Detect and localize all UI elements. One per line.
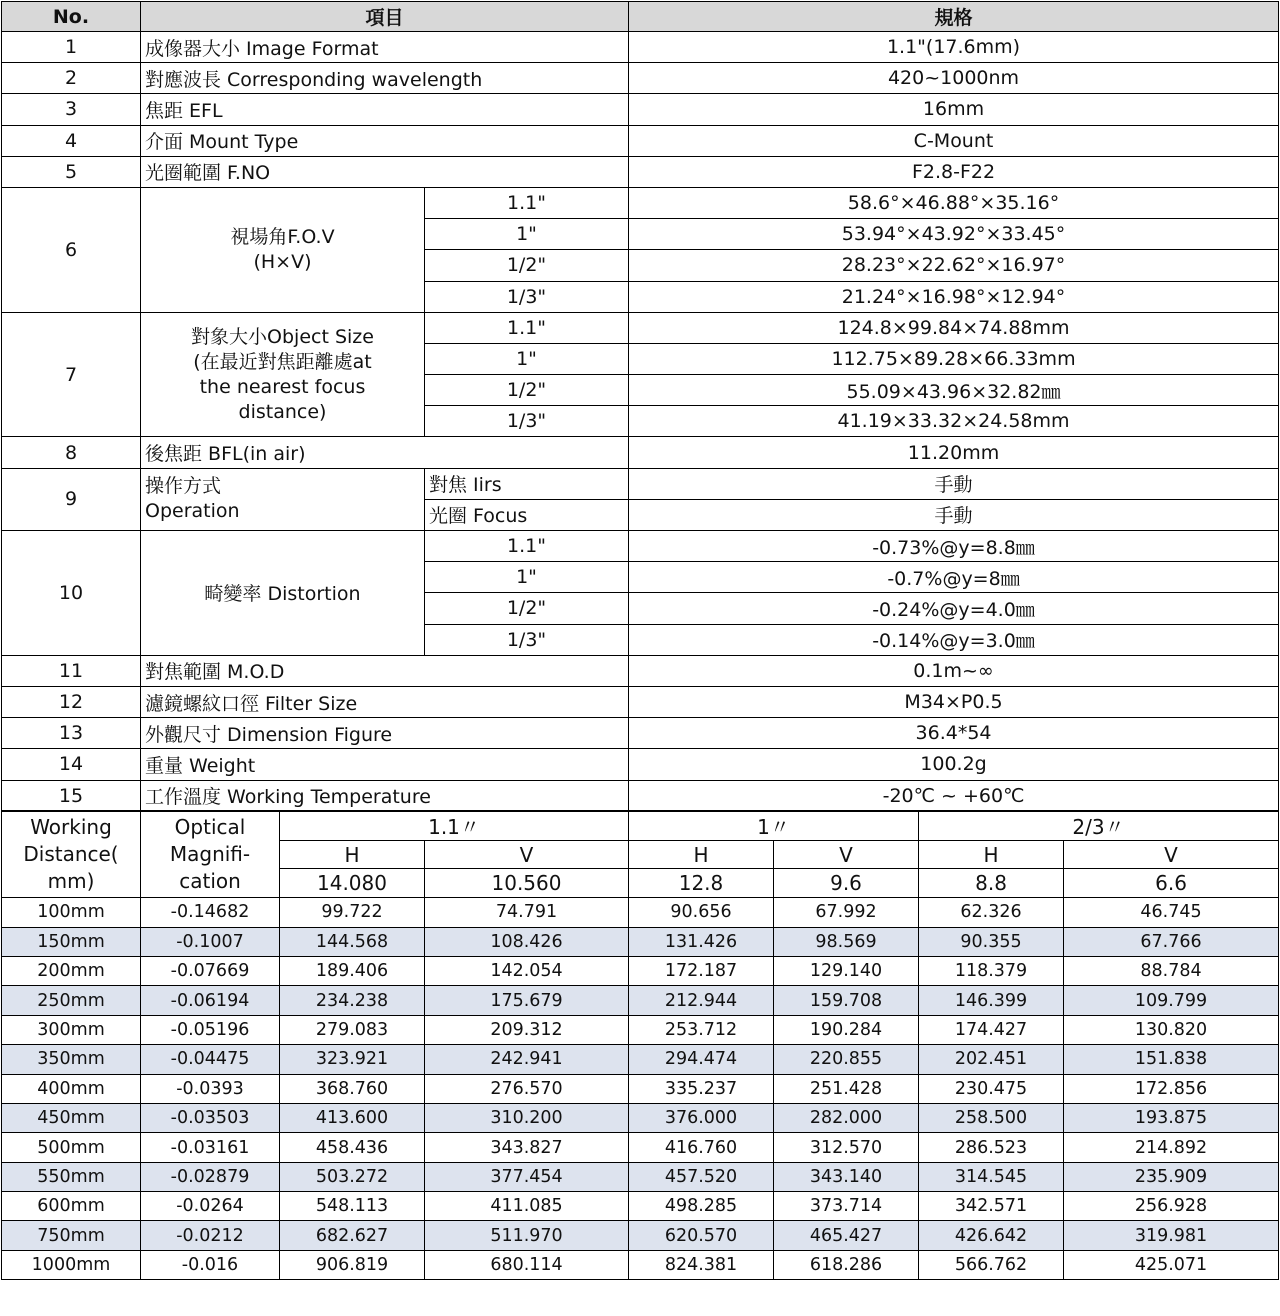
table-cell: 174.427 [919,1015,1064,1044]
row-value: 手動 [629,468,1279,499]
table-row [2,898,1279,927]
row-no: 15 [2,780,141,811]
header-sensor-group: 1.1〃 [280,811,629,841]
table-cell: 159.708 [774,986,919,1015]
table-row [2,1221,1279,1250]
row-label: 後焦距 BFL(in air) [141,437,629,468]
table-cell: 150mm [2,927,141,956]
row-value: -20℃ ~ +60℃ [629,780,1279,811]
row-value: 1.1"(17.6mm) [629,32,1279,63]
table-cell: 400mm [2,1074,141,1103]
table-cell: 67.992 [774,898,919,927]
table-cell: 282.000 [774,1103,919,1132]
table-cell: 253.712 [629,1015,774,1044]
row-value: 41.19×33.32×24.58mm [629,406,1279,437]
table-cell: 151.838 [1064,1045,1279,1074]
operation-sub-label: 光圈 Focus [425,499,629,530]
sensor-dimension: 6.6 [1064,869,1279,898]
table-cell: 376.000 [629,1103,774,1132]
table-cell: 46.745 [1064,898,1279,927]
header-v: V [1064,841,1279,869]
sensor-size: 1" [425,219,629,250]
row-no: 6 [2,187,141,312]
table-cell: 550mm [2,1162,141,1191]
table-row [2,956,1279,985]
spec-row-6 [2,187,1279,218]
header-h: H [280,841,425,869]
spec-row-7 [2,312,1279,343]
table-cell: 500mm [2,1133,141,1162]
table-cell: 503.272 [280,1162,425,1191]
table-cell: 242.941 [425,1045,629,1074]
table-cell: -0.04475 [141,1045,280,1074]
header-v: V [774,841,919,869]
table-row [2,1250,1279,1279]
spec-row-14 [2,749,1279,780]
table-cell: 193.875 [1064,1103,1279,1132]
table-cell: 286.523 [919,1133,1064,1162]
row-value: 11.20mm [629,437,1279,468]
sensor-size: 1/2" [425,593,629,624]
sensor-size: 1/2" [425,250,629,281]
row-label: 濾鏡螺紋口徑 Filter Size [141,686,629,717]
row-value: 112.75×89.28×66.33mm [629,343,1279,374]
row-value: -0.7%@y=8㎜ [629,562,1279,593]
spec-row-15 [2,780,1279,811]
table-cell: 824.381 [629,1250,774,1279]
header-v: V [425,841,629,869]
table-cell: 343.827 [425,1133,629,1162]
row-value: 100.2g [629,749,1279,780]
table-cell: 189.406 [280,956,425,985]
table-row [2,1192,1279,1221]
row-value: 28.23°×22.62°×16.97° [629,250,1279,281]
row-label: 焦距 EFL [141,94,629,125]
table-cell: 750mm [2,1221,141,1250]
table-cell: -0.0212 [141,1221,280,1250]
table-cell: 88.784 [1064,956,1279,985]
row-no: 12 [2,686,141,717]
spec-row-12 [2,686,1279,717]
row-no: 4 [2,125,141,156]
table-row [2,1103,1279,1132]
table-cell: 343.140 [774,1162,919,1191]
table-cell: 220.855 [774,1045,919,1074]
table-cell: 258.500 [919,1103,1064,1132]
table-cell: 319.981 [1064,1221,1279,1250]
table-cell: -0.0393 [141,1074,280,1103]
header-h: H [919,841,1064,869]
row-no: 14 [2,749,141,780]
label-line: distance) [238,400,327,423]
table-cell: 172.187 [629,956,774,985]
table-cell: 310.200 [425,1103,629,1132]
table-cell: 256.928 [1064,1192,1279,1221]
row-value: -0.73%@y=8.8㎜ [629,531,1279,562]
table-cell: 279.083 [280,1015,425,1044]
sensor-size: 1" [425,343,629,374]
row-value: 53.94°×43.92°×33.45° [629,219,1279,250]
table-cell: 74.791 [425,898,629,927]
table-cell: 142.054 [425,956,629,985]
spec-row-1 [2,32,1279,63]
table-cell: 465.427 [774,1221,919,1250]
table-cell: 109.799 [1064,986,1279,1015]
table-cell: 300mm [2,1015,141,1044]
spec-row-4 [2,125,1279,156]
table-cell: -0.02879 [141,1162,280,1191]
row-no: 7 [2,312,141,437]
table-cell: 906.819 [280,1250,425,1279]
table-cell: 566.762 [919,1250,1064,1279]
row-label: 對焦範圍 M.O.D [141,655,629,686]
spec-sheet [1,1,1278,1280]
table-cell: 294.474 [629,1045,774,1074]
table-cell: 416.760 [629,1133,774,1162]
sensor-size: 1" [425,562,629,593]
row-label: 成像器大小 Image Format [141,32,629,63]
row-value: 420~1000nm [629,63,1279,94]
table-cell: -0.1007 [141,927,280,956]
sensor-size: 1/3" [425,406,629,437]
row-no: 3 [2,94,141,125]
row-value: 55.09×43.96×32.82㎜ [629,375,1279,406]
table-cell: 200mm [2,956,141,985]
table-cell: 314.545 [919,1162,1064,1191]
header-optical-magnification [141,811,280,898]
sensor-dimension: 10.560 [425,869,629,898]
table-cell: 98.569 [774,927,919,956]
table-cell: -0.05196 [141,1015,280,1044]
sensor-dimension: 14.080 [280,869,425,898]
table-cell: -0.06194 [141,986,280,1015]
wd-header-row-groups [2,811,1279,841]
table-cell: 251.428 [774,1074,919,1103]
wd-body [2,898,1279,1280]
row-label [141,312,425,437]
table-row [2,1074,1279,1103]
table-cell: 62.326 [919,898,1064,927]
header-sensor-group: 1〃 [629,811,919,841]
header-working-distance [2,811,141,898]
table-cell: 100mm [2,898,141,927]
sensor-size: 1.1" [425,312,629,343]
header-spec: 規格 [629,2,1279,32]
table-cell: 426.642 [919,1221,1064,1250]
table-cell: 146.399 [919,986,1064,1015]
row-no: 2 [2,63,141,94]
table-cell: 682.627 [280,1221,425,1250]
table-cell: 90.355 [919,927,1064,956]
spec-row-9 [2,468,1279,499]
spec-row-3 [2,94,1279,125]
table-cell: -0.07669 [141,956,280,985]
sensor-size: 1/3" [425,281,629,312]
table-cell: 235.909 [1064,1162,1279,1191]
label-line: 操作方式 [145,475,222,498]
header-line: mm) [47,868,95,893]
table-cell: 618.286 [774,1250,919,1279]
table-cell: 99.722 [280,898,425,927]
table-cell: 425.071 [1064,1250,1279,1279]
header-item: 項目 [141,2,629,32]
row-no: 5 [2,156,141,187]
spec-header-row [2,2,1279,32]
table-cell: 230.475 [919,1074,1064,1103]
table-cell: 377.454 [425,1162,629,1191]
label-line: (H×V) [253,250,312,273]
sensor-size: 1/2" [425,375,629,406]
table-cell: 511.970 [425,1221,629,1250]
row-no: 8 [2,437,141,468]
row-no: 11 [2,655,141,686]
spec-row-8 [2,437,1279,468]
table-row [2,986,1279,1015]
table-cell: 335.237 [629,1074,774,1103]
table-cell: 620.570 [629,1221,774,1250]
table-cell: 209.312 [425,1015,629,1044]
row-label: 畸變率 Distortion [141,531,425,656]
table-cell: 457.520 [629,1162,774,1191]
spec-row-13 [2,718,1279,749]
header-line: Working [30,814,112,839]
label-line: (在最近對焦距離處at [193,350,372,373]
table-row [2,1045,1279,1074]
label-line: 視場角F.O.V [230,225,335,248]
row-label: 對應波長 Corresponding wavelength [141,63,629,94]
table-cell: -0.0264 [141,1192,280,1221]
table-row [2,927,1279,956]
table-cell: 90.656 [629,898,774,927]
sensor-size: 1/3" [425,624,629,655]
row-no: 1 [2,32,141,63]
table-cell: 108.426 [425,927,629,956]
row-no: 10 [2,531,141,656]
table-cell: -0.14682 [141,898,280,927]
table-cell: 67.766 [1064,927,1279,956]
table-cell: -0.016 [141,1250,280,1279]
table-cell: 548.113 [280,1192,425,1221]
table-cell: 129.140 [774,956,919,985]
header-line: cation [179,868,241,893]
table-row [2,1133,1279,1162]
table-cell: 118.379 [919,956,1064,985]
table-cell: 130.820 [1064,1015,1279,1044]
row-label: 介面 Mount Type [141,125,629,156]
row-value: 16mm [629,94,1279,125]
table-cell: 172.856 [1064,1074,1279,1103]
label-line: 對象大小Object Size [191,325,374,348]
sensor-size: 1.1" [425,531,629,562]
table-cell: 413.600 [280,1103,425,1132]
row-value: 36.4*54 [629,718,1279,749]
row-value: 21.24°×16.98°×12.94° [629,281,1279,312]
header-line: Optical [174,814,246,839]
table-cell: 458.436 [280,1133,425,1162]
row-value: 124.8×99.84×74.88mm [629,312,1279,343]
specification-table [1,1,1279,812]
row-value: 0.1m~∞ [629,655,1279,686]
table-cell: 600mm [2,1192,141,1221]
sensor-size: 1.1" [425,187,629,218]
sensor-dimension: 8.8 [919,869,1064,898]
table-cell: -0.03503 [141,1103,280,1132]
row-value: 58.6°×46.88°×35.16° [629,187,1279,218]
header-no: No. [2,2,141,32]
table-cell: 680.114 [425,1250,629,1279]
table-cell: 1000mm [2,1250,141,1279]
table-cell: 450mm [2,1103,141,1132]
table-cell: 342.571 [919,1192,1064,1221]
table-cell: 212.944 [629,986,774,1015]
label-line: the nearest focus [199,375,366,398]
table-cell: -0.03161 [141,1133,280,1162]
row-label: 工作溫度 Working Temperature [141,780,629,811]
row-label: 重量 Weight [141,749,629,780]
table-cell: 202.451 [919,1045,1064,1074]
table-cell: 175.679 [425,986,629,1015]
row-value: 手動 [629,499,1279,530]
row-value: -0.24%@y=4.0㎜ [629,593,1279,624]
spec-row-5 [2,156,1279,187]
table-cell: 131.426 [629,927,774,956]
spec-row-10 [2,531,1279,562]
sensor-dimension: 12.8 [629,869,774,898]
row-value: -0.14%@y=3.0㎜ [629,624,1279,655]
table-cell: 411.085 [425,1192,629,1221]
table-row [2,1015,1279,1044]
row-no: 9 [2,468,141,530]
row-label [141,468,425,530]
label-line: Operation [145,500,240,523]
table-cell: 368.760 [280,1074,425,1103]
table-cell: 498.285 [629,1192,774,1221]
spec-row-2 [2,63,1279,94]
row-value: C-Mount [629,125,1279,156]
header-line: Magnifi- [169,841,251,866]
table-cell: 250mm [2,986,141,1015]
row-label: 光圈範圍 F.NO [141,156,629,187]
header-h: H [629,841,774,869]
header-sensor-group: 2/3〃 [919,811,1279,841]
row-label [141,187,425,312]
table-cell: 323.921 [280,1045,425,1074]
table-cell: 234.238 [280,986,425,1015]
table-cell: 312.570 [774,1133,919,1162]
table-cell: 214.892 [1064,1133,1279,1162]
row-value: M34×P0.5 [629,686,1279,717]
spec-row-11 [2,655,1279,686]
table-cell: 350mm [2,1045,141,1074]
table-cell: 190.284 [774,1015,919,1044]
row-no: 13 [2,718,141,749]
working-distance-table [1,810,1279,1280]
table-cell: 144.568 [280,927,425,956]
row-label: 外觀尺寸 Dimension Figure [141,718,629,749]
table-row [2,1162,1279,1191]
table-cell: 373.714 [774,1192,919,1221]
operation-sub-label: 對焦 Iirs [425,468,629,499]
sensor-dimension: 9.6 [774,869,919,898]
row-value: F2.8-F22 [629,156,1279,187]
table-cell: 276.570 [425,1074,629,1103]
header-line: Distance( [23,841,119,866]
